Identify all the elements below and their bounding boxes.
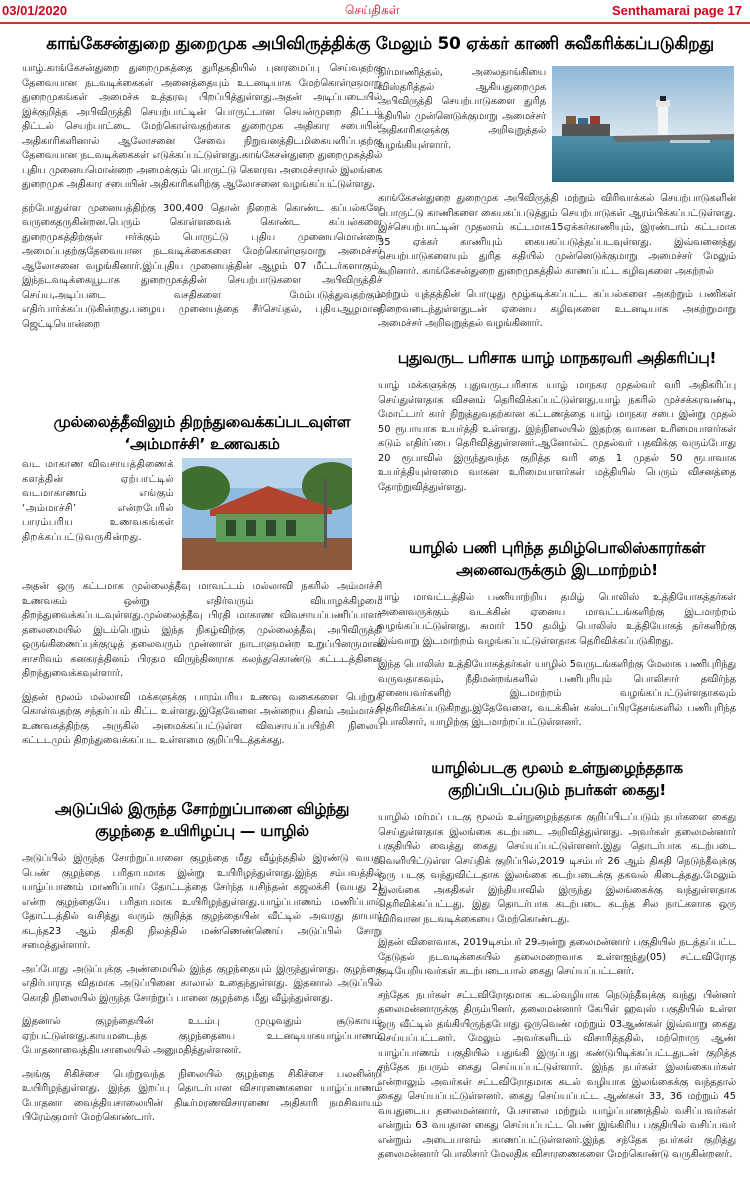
ammachi-para-2: அதன் ஒரு கட்டமாக முல்லைத்தீவு மாவட்டம் மல்லாவி நகரில் அம்மாச்சி உணவகம் ஒன்று எதிர்வரும் வியாழக்கிழமை திறந்துவைக்கப்படவுள்ளது.முல்லைத்தீவு பிரதி மாகாண விவசாயப்பணிப்பாளர் தலைமையில் இடம்பெறும் இந்த நிகழ்விற்கு முல்லைத்தீவு அபிவிருத்தி ஒருங்கிணைப்புக்குழுத் தலைவரும் முன்னாள் நாடாளுமன்ற உறுப்பினருமான சாசரிவம் கனகரத்தினம் பிரதம விருந்தினராக கலந்துகொண்டு கட்டடத்தினை திறந்துவைக்கவுள்ளார்.: [22, 581, 382, 679]
publication-page: Senthamarai page 17: [611, 3, 742, 18]
ammachi-photo: [182, 458, 352, 570]
child-para-4: அங்கு சிகிச்சை பெற்றுவந்த நிலையில் குழந்தை சிகிச்சை பலனின்றி உயிரிழந்துள்ளது. இந்த இறப்பு தொடர்பான விசாரணைகளை யாழ்ப்பாணம் போதனா வைத்தியசாலையின் திடீர்மரணவிசாரணை அதிகாரி நமசிவாயம் பிரேம்குமார் மேற்கொண்டார்.: [22, 1068, 382, 1123]
boat-article: [378, 755, 736, 1172]
tax-title: புதுவருட பரிசாக யாழ் மாநகரவரி அதிகரிப்பு!: [397, 349, 717, 367]
ammachi-intro: [22, 458, 174, 545]
boat-para-1: யாழில் மர்மப் படகு மூலம் உள்நுழைந்ததாக குறிப்பிடப்படும் நபர்களை கைது செய்துள்ளதாக இலங்கை கடற்படை அறிவித்துள்ளது. அவர்கள் தலைமன்னார் பகுதியில் வைத்து கைது செய்யப்பட்டுள்ளனர்.இது தொடர்பாக கடற்படை வெளியிட்டுள்ள செய்திக் குறிப்பில்,2019 டிசம்பர் 26 ஆம் திகதி நெடுந்தீவுக்கு ஒரு படகு வந்துவிட்டதாக இலங்கை கடற்படைக்கு தகவல் கிடைத்தது.மேலும் இலங்கை அகதிகள் இந்தியாவில் இருந்து இலங்கைக்கு வந்துள்ளதாக தெரிவிக்கப்பட்டது. இது தொடர்பாக கடற்படை கடந்த சில நாட்களாக ஒரு விரிவான நடவடிக்கையை மேற்கொண்டது.: [378, 812, 736, 925]
ammachi-title-line1: முல்லைத்தீவிலும் திறந்துவைக்கப்படவுள்ள: [53, 413, 351, 431]
police-article: [378, 535, 736, 740]
police-title: [378, 537, 736, 581]
child-para-2: அப்போது அடுப்புக்கு அண்மையில் இந்த குழந்தையும் இருந்துள்ளது. குழந்தை எதிர்பாராத விதமாக அடுப்பினை காலால் உதைந்துள்ளது. இதனால் அடுப்பில் கொதி நிலையில் இருந்த சோற்றுப் பானை குழந்தை மீது வீழ்ந்துள்ளது.: [22, 963, 382, 1004]
tax-para-1: யாழ் மக்களுக்கு புதுவருடபரிசாக யாழ் மாநகர முதல்வர் வரி அதிகரிப்பு செய்துள்ளதாக விசனம் தெரிவிக்கப்பட்டுள்ளது.யாழ் நகரில் முச்சக்கரவண்டி, மோட்டார் கார் நிறுத்துவதற்கான கட்டணத்தை யாழ் மாநகர சபை இன்று முதல் 50 ரூபாயாக உயர்த்தி உள்ளது. இந்நிலையில் இதற்கு வாகன உரிமையாளர்கள் கடும் எதிர்ப்பை தெரிவித்துள்ளனர்.ஆனோல்ட் முதல்வர் பதவிக்கு வரும்போது 20 ரூபாவில் இருந்துவந்த குறித்த வரி தை 1 முதல் 50 ரூபாவாக உயர்த்தியுள்ளமை வாகன உரிமையாளர்கள் மத்தியில் பெரும் விசனத்தை தோற்றுவித்துள்ளது.: [378, 380, 736, 493]
page-header: [0, 0, 750, 24]
boat-para-2: இதன் விளைவாக, 2019டிசம்பர் 29அன்று தலைமன்னார் பகுதியில் நடத்தப்பட்ட தேடுதல் நடவடிக்கையில் தலைமறைவாக உள்ளஐந்து(05) சட்டவிரோத குடியேறியவர்கள் கடற்படையால் கைது செய்யப்பட்டனர்.: [378, 937, 736, 977]
kks-para-5: மற்றும் யுத்தத்தின் பொழுது மூழ்கடிக்கப்பட்ட கப்பல்களை அகற்றும் பணிகள் நிறைவடைந்துள்ளதுடன் ஏனைய கழிவுகளை உடனடியாக அகற்றுமாறு அமைச்சர் அறிவுறுத்தல் வழங்கினார்.: [378, 289, 736, 329]
page-date: 03/01/2020: [2, 3, 68, 18]
police-title-line1: யாழில் பணி புரிந்த தமிழ்பொலிஸ்காரர்கள்: [408, 539, 706, 557]
main-headline: காங்கேசன்துறை துறைமுக அபிவிருத்திக்கு மேலும் 50 ஏக்கர் காணி சுவீகரிக்கப்படுகிறது: [46, 34, 714, 54]
boat-title-line1: யாழில்படகு மூலம் உள்நுழைந்ததாக: [431, 759, 683, 777]
section-label: செய்திகள்: [345, 3, 400, 17]
kks-para-1: யாழ்.காங்கேசன்துறை துறைமுகத்தை துரிதகதியில் புனரமைப்பு செய்வதற்கு தேவையான நடவடிக்கைகள் அனைத்தையும் உடனடியாக மேற்கொள்ளுமாறு துறைமுகங்கள் அமைச்சு உத்தரவு பிறப்பித்துள்ளது.அதன் அடிப்படையில் இக்குறித்த அபிவிருத்தி செயற்பாட்டின் பொருட்டான செயன்முறை திட்டம் திட்டல் செயற்பாட்டை மேற்கொள்வதற்காக துறைமுக அதிகார சபையின் அதிகாரிகளினால் ஆலோசனை சேவை நிறுவனத்திடமிகையளிப்பதற்கு தேவையான நடவடிக்கைகள் எடுக்கப்பட்டுள்ளது.காங்கேசன்துறை துறைமுகத்தில் புதிய முனையமொன்றை அமைக்கும் பொருட்டு கௌரவ அமைச்சரால் இலங்கை துறைமுக அதிகார சபையின் அதிகாரிகளிற்கு ஆலோசனை வழங்கப்பட்டுள்ளது.: [22, 63, 382, 190]
child-title-line1: அடுப்பில் இருந்த சோற்றுப்பானை விழ்ந்து: [54, 800, 350, 818]
kks-para-4: காங்கேசன்துறை துறைமுக அபிவிருத்தி மற்றும் விரிவாக்கல் செயற்பாடுகளின் பொருட்டு காணிகளை கையகப்படுத்தும் செயற்பாடுகள் ஆரம்பிக்கப்பட்டுள்ளது. இச்செயற்பாட்டின் முதலாம் கட்டமாக15ஏக்கர்காணியும், இரண்டாம் கட்டமாக 35 ஏக்கர் காணியும் கையகப்படுத்தப்படவுள்ளது. இவ்வனைத்து செயற்பாடுகளையும் துரித கதியில் முன்னெடுக்குமாறு அமைச்சர் மேலும் கூறினார். காங்கேசன்துறை துறைமுகத்தில் காணப்பட்ட கழிவுகளை அகற்றல்: [378, 193, 736, 277]
child-title-line2: குழந்தை உயிரிழப்பு — யாழில்: [95, 822, 309, 840]
kks-article-right: [378, 192, 736, 341]
ammachi-article: [22, 409, 382, 465]
ammachi-para-3: இதன் மூலம் மல்லாவி மக்களுக்கு பாரம்பரிய உணவு வகைகளை பெற்றுக் கொள்வதற்கு சந்தர்ப்பம் கிட்ட உள்ளது.இதேவேளை அன்றைய தினம் அம்மாச்சி உணவகத்திற்கு அருகில் அமைக்கப்பட்டுள்ள விவசாயப்பயிற்சி நிலைய கட்டடமும் திறந்துவைக்கப்பட உள்ளமை குறிப்பிடத்தக்கது.: [22, 691, 382, 746]
kks-para-3: நிர்மாணித்தல், அலைதாங்கியை விஸ்தரித்தல் ஆகியதுறைமுக அபிவிருத்தி செயற்பாடுகளை துரித கதியில் முன்னெடுக்குமாறு அமைச்சர் அதிகாரிகளுக்கு அறிவுறுத்தல் வழங்கியுள்ளார்.: [378, 67, 546, 151]
police-para-1: யாழ் மாவட்டத்தில் பணியாற்றிய தமிழ் பொலிஸ் உத்தியோகத்தர்கள் அனைவருக்கும் வடக்கின் ஏனைய மாவட்டங்களிற்கு இடமாற்றம் வழங்கப்பட்டுள்ளது. சுமார் 150 தமிழ் பொலிஸ் உத்தியோகத் தர்களிற்கு இவ்வாறு இடமாற்றம் வழங்கப்பட்டுள்ளதாக தெரிவிக்கப்படுகிறது.: [378, 592, 736, 647]
police-para-2: இந்த பொலிஸ் உத்தியோகத்தர்கள் யாழில் 5வருடங்களிற்கு மேலாக பணிபுரிந்து வருவதாகவும், நீதிமன்றங்களில் பணிபுரியும் பொலிசார் தவிர்ந்த ஏனையவர்களிற் இடமாற்றம் வழங்கப்பட்டுள்ளதாகவும் தெரிவிக்கப்படுகிறது.இதேவேளை, வடக்கின் கஸ்டப்பிரதேசங்களில் பணிபுரிந்த பொலிசார், யாழிற்கு இடமாற்றப்பட்டுள்ளனர்.: [378, 659, 736, 728]
police-title-line2: அனைவருக்கும் இடமாற்றம்!: [456, 561, 658, 579]
ammachi-para-1: வட மாகாண விவசாயத்திணைக் களத்தின் ஏற்பாட்டில் வடமாகாணம் எங்கும் ‘அம்மாச்சி’ என்றபேரில் பாரம்பரிய உணவகங்கள் திறக்கப்பட்டுவருகின்றது.: [22, 459, 174, 543]
child-article: [22, 796, 382, 1135]
boat-title: [378, 757, 736, 801]
port-photo: [552, 66, 734, 182]
child-para-3: இதனால் குழந்தையின் உடம்பு முழுவதும் சூடுகாயம் ஏற்பட்டுள்ளது.காயமடைந்த குழந்தையை உடனடியாகயாழ்ப்பாணம் போதனாவைத்தியசாலையில் அனுமதித்துள்ளனர்.: [22, 1016, 382, 1056]
ammachi-title: [22, 411, 382, 455]
ammachi-title-line2: ‘அம்மாச்சி’ உணவகம்: [124, 435, 280, 453]
child-para-1: அடுப்பில் இருந்த சோற்றுப்பானை குழந்தை மீது வீழ்ந்ததில் இரண்டு வயது பெண் குழந்தை பரிதாபமாக இன்று உயிரிழந்துள்ளது.இந்த சம்பவத்தில் யாழ்ப்பாணம் மாணிப்பாய் தோட்டத்தை சேர்ந்த யசிந்தன் கஜலக்சி (வயது 2) என்ற குழந்தையே பரிதாபமாக உயிரிழந்துள்ளது.யாழ்ப்பாணம் மணிப்பாய் தோட்டத்தில் வசித்து வரும் குறித்த குழந்தையின் வீட்டில் அவரது தாயார் கடந்த23 ஆம் திகதி நிலத்தில் மண்ணெண்ணெய் அடுப்பில் சோறு சமைத்துள்ளார்.: [22, 853, 382, 951]
boat-para-3: சந்தேக நபர்கள் சட்டவிரோதமாக கடல்வழியாக நெடுந்தீவுக்கு வந்து பின்னர் தலைமன்னாருக்கு திரும்பினர். தலைமன்னார் கேபிள் ஹவுஸ் பகுதியில் உள்ள ஒரு வீட்டில் தங்கியிருந்தபோது ஒருவெண் மற்றும் 03ஆண்கள் இவ்வாறு கைது செய்யப்பட்டனர். மேலும் அவர்களிடம் விசாரித்ததில், மற்றொரு ஆண் யாழ்ப்பாணம் பகுதியில் பதுங்கி இருப்பது கண்டுபிடிக்கப்பட்டதுடன் குறித்த சந்தேக நபரும் கைது செய்யப்பட்டுள்ளார். இந்த நபர்கள் இலங்கையர்கள் என்றாலும் அவர்கள் சட்டவிரோதமாக கடல் வழியாக இலங்கைக்கு வந்ததால் கைது செய்யப்பட்டுள்ளனர். கைது செய்யப்பட்ட ஆண்கள் 33, 36 மற்றும் 45 வயதுடைய தலைமன்னார், பேசாலை மற்றும் யாழ்ப்பாணத்தில் வசிப்பவர்கள் என்றும் 63 வயதான கைது செய்யப்பட்ட பெண் இங்கிரிய பகுதியில் வசிப்பவர் என்றும் அடையாளம் காணப்பட்டுள்ளனர்.இந்த சந்தேக நபர்கள் குறித்து தலைமன்னார் பொலிசார் மேலதிக விசாரணைகளை மேற்கொண்டு வருகின்றனர்.: [378, 989, 736, 1160]
kks-para-2: தற்போதுள்ள முனையத்திற்கு 300,400 தொன் நிறைக் கொண்ட கப்பல்களே வருகைதருகின்றன.பெரும் கொள்ளவைக் கொண்ட கப்பல்களை துறைமுகத்திற்குள் ஈர்க்கும் பொருட்டு புதிய முனையமொன்றை அமைப்பதற்குதேவையான நடவடிக்கைகளை மேற்கொள்ளுமாறு அமைச்சர் ஆலோசனை வழங்கினார்.இப்புதிய முனையத்தின் ஆழம் 07 மீட்டர்களாகும். இந்நடவடிக்கையூடாக துறைமுகத்தின் செயற்பாடுகளை அபிவிருத்திச் செய்ய,அடிப்படை வசதிகளை மேம்படுத்துவதற்கும் எதிர்பார்க்கப்படுகின்றது.பழைய முனையத்தை சீர்செய்தல், புதியஆழமான ஜெட்டியொன்றை: [22, 202, 382, 330]
boat-title-line2: குறிப்பிடப்படும் நபர்கள் கைது!: [447, 781, 667, 799]
kks-article-right-top: [378, 66, 546, 153]
ammachi-body: [22, 580, 382, 758]
tax-article: [378, 345, 736, 504]
child-title: [22, 798, 382, 842]
kks-article-left: [22, 62, 382, 341]
